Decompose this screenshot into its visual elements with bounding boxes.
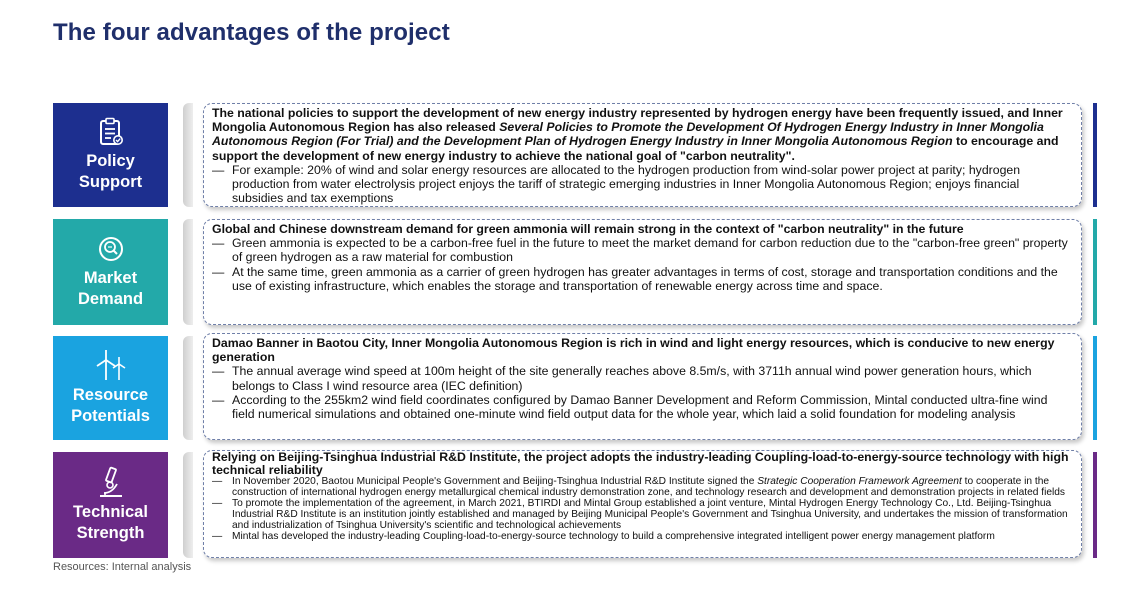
page-title: The four advantages of the project (53, 19, 450, 46)
resource-heading: Damao Banner in Baotou City, Inner Mongolia Autonomous Region is rich in wind and light energy resources, which is conducive to new energy generation (212, 336, 1055, 365)
technical-strength-tile (53, 452, 168, 558)
market-content-box (203, 219, 1082, 325)
magnifier-icon (96, 234, 126, 264)
policy-support-tile (53, 103, 168, 207)
row-divider (183, 219, 193, 325)
checklist-icon (98, 117, 124, 147)
market-label-line2: Demand (77, 290, 144, 308)
resource-label-line2: Potentials (71, 407, 150, 425)
market-bullet: — Green ammonia is expected to be a carbon-free fuel in the future to meet the market demand for carbon reduction due to the "carbon-free green" property of green hydrogen as a raw material for combustion (212, 236, 1068, 265)
technical-label-line2: Strength (76, 524, 145, 542)
market-label-line1: Market (83, 269, 138, 287)
policy-bullet: — For example: 20% of wind and solar energy resources are allocated to the hydrogen production from wind-solar power project at parity; hydrogen production from water electrolysis project enjoys the tariff of strategic emerging industries in Inner Mongolia Autonomous Region; enjoys financial subsidies and tax exemptions (212, 162, 1021, 206)
resource-accent-bar (1093, 336, 1097, 440)
policy-label-line2: Support (78, 173, 143, 191)
technical-accent-bar (1093, 452, 1097, 558)
market-demand-tile (53, 219, 168, 325)
resource-potentials-tile (53, 336, 168, 440)
microscope-icon (96, 466, 126, 498)
wind-turbine-icon (94, 349, 128, 381)
resource-bullet: — The annual average wind speed at 100m height of the site generally reaches above 8.5m/s, with 3711h annual wind power generation hours, which belongs to Class I wind resource area (IEC definition) (212, 364, 1032, 393)
technical-bullet: — In November 2020, Baotou Municipal People's Government and Beijing-Tsinghua Industrial R&D Institute signed the Strategic Cooperation Framework Agreement to cooperate in the construction of international hydrogen energy metallurgical chemical industry demonstration zone, and technology research and development and demonstration projects in related fields (212, 476, 1066, 499)
policy-heading: The national policies to support the development of new energy industry represented by hydrogen energy have been frequently issued, and Inner Mongolia Autonomous Region has also released Several Policies to Promote the Development Of Hydrogen Energy Industry in Inner Mongolia Autonomous Region (For Trial) and the Development Plan of Hydrogen Energy Industry in Inner Mongolia Autonomous Region to encourage and support the development of new energy industry to achieve the national goal of "carbon neutrality". (212, 106, 1063, 163)
resource-label-line1: Resource (72, 386, 149, 404)
market-bullet: — At the same time, green ammonia as a carrier of green hydrogen has greater advantages in terms of cost, storage and transportation conditions and the use of existing infrastructure, which enables the storage and transportation of renewable energy across time and space. (212, 264, 1058, 293)
policy-accent-bar (1093, 103, 1097, 207)
row-divider (183, 336, 193, 440)
resource-content-box (203, 333, 1082, 440)
policy-label-line1: Policy (86, 152, 135, 170)
technical-content-box (203, 450, 1082, 558)
technical-bullet: — To promote the implementation of the agreement, in March 2021, BTIRDI and Mintal Group established a joint venture, Mintal Hydrogen Energy Technology Co., Ltd. Beijing-Tsinghua Industrial R&D Institute is an institution jointly established and managed by Beijing Municipal People's Government and Tsinghua University, and undertakes the mission of transformation and industrialization of Tsinghua University's scientific and technological achievements (212, 498, 1068, 532)
technical-label-line1: Technical (73, 503, 148, 521)
technical-heading: Relying on Beijing-Tsinghua Industrial R&D Institute, the project adopts the industry-leading Coupling-load-to-energy-source technology with high technical reliability (212, 450, 1069, 478)
policy-content-box (203, 103, 1082, 207)
resource-bullet: — According to the 255km2 wind field coordinates configured by Damao Banner Development and Reform Commission, Mintal conducted ultra-fine wind field numerical simulations and obtained one-minute wind field output data for the whole year, which laid a solid foundation for modeling analysis (212, 392, 1048, 422)
source-note: Resources: Internal analysis (53, 561, 192, 573)
market-accent-bar (1093, 219, 1097, 325)
market-heading: Global and Chinese downstream demand for green ammonia will remain strong in the context of "carbon neutrality" in the future (212, 222, 964, 236)
row-divider (183, 103, 193, 207)
row-divider (183, 452, 193, 558)
technical-bullet: — Mintal has developed the industry-leading Coupling-load-to-energy-source technology to build a comprehensive integrated intelligent power energy management platform (212, 530, 995, 542)
